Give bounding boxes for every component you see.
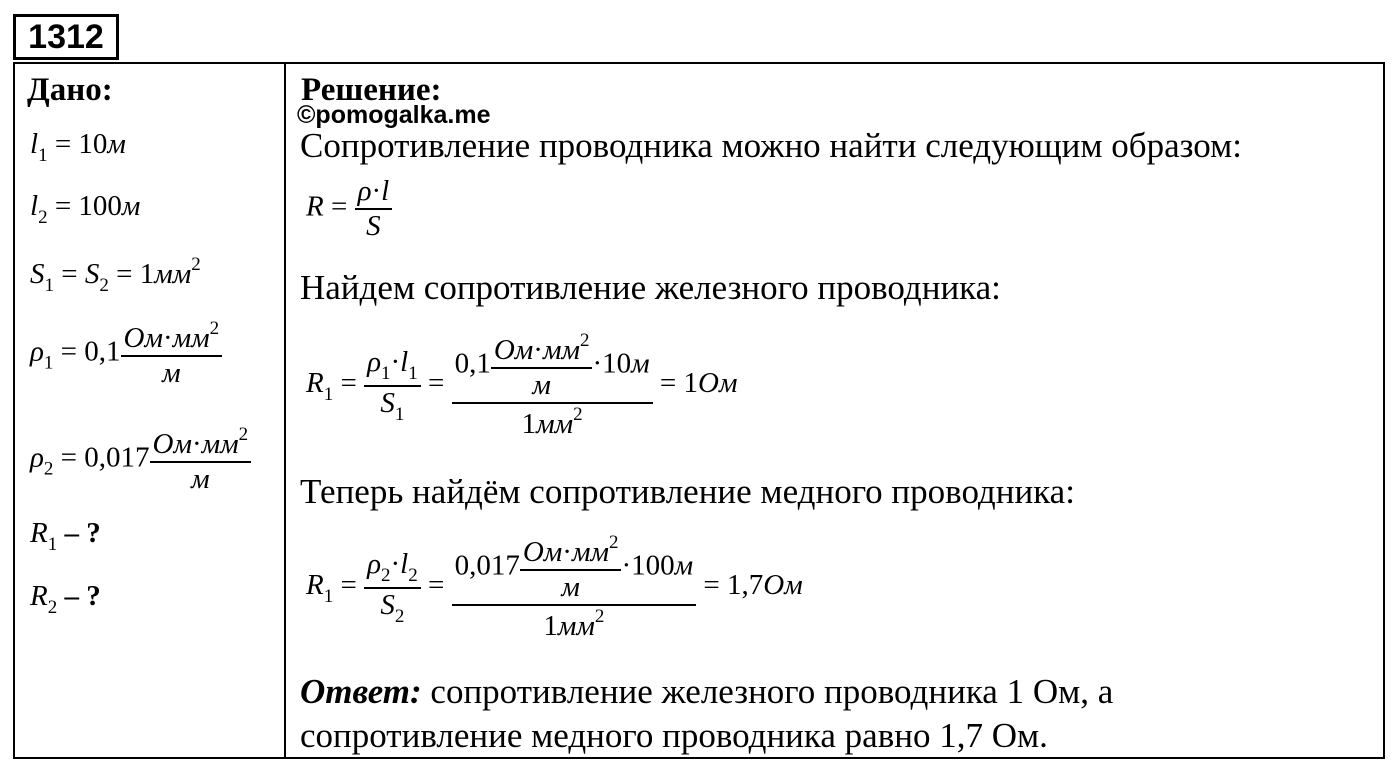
calc-iron: $R_1$ = $\frac{\rho_1\cdot l_1}{S_1}$ = 0,1 $\frac{Ом\cdot мм^2}{м}$ ·10м $1мм^2$ = 1Ом xyxy=(306,330,738,440)
given-rho1: $\rho_1 = 0,1$ $\frac{Ом\cdot мм^2}{м}$ xyxy=(30,318,222,390)
solution-text-1: Сопротивление проводника можно найти следующим образом: xyxy=(300,126,1242,165)
watermark: ©pomogalka.me xyxy=(297,101,491,129)
formula-resistance: R = $\frac{\rho\cdot l}{S}$ xyxy=(306,175,392,243)
given-find-r2: $R_2$ – ? xyxy=(30,580,101,618)
solution-text-2: Найдем сопротивление железного проводника: xyxy=(300,268,1001,307)
solution-text-3: Теперь найдём сопротивление медного проводника: xyxy=(300,472,1075,511)
solution-header: Решение: xyxy=(301,72,442,108)
answer-line-1 xyxy=(300,672,1113,712)
given-area: $S_1 = S_2 = 1мм^2$ xyxy=(30,254,201,296)
given-find-r1: $R_1$ – ? xyxy=(30,517,101,555)
given-header: Дано: xyxy=(27,72,113,108)
answer-line-2: сопротивление медного проводника равно 1,7 Ом. xyxy=(300,716,1048,755)
answer-text-1: сопротивление железного проводника 1 Ом, а xyxy=(421,672,1114,711)
given-l2: $l_2 = 100м$ xyxy=(30,190,141,228)
answer-label: Ответ: xyxy=(300,672,422,711)
given-l1: $l_1 = 10м$ xyxy=(30,128,126,166)
column-divider xyxy=(284,62,286,759)
calc-copper: $R_1$ = $\frac{\rho_2\cdot l_2}{S_2}$ = 0,017 $\frac{Ом\cdot мм^2}{м}$ ·100м $1мм^2$ = 1,7Ом xyxy=(306,532,803,642)
given-rho2: $\rho_2 = 0,017$ $\frac{Ом\cdot мм^2}{м}$ xyxy=(30,424,251,496)
problem-number: 1312 xyxy=(13,14,119,60)
